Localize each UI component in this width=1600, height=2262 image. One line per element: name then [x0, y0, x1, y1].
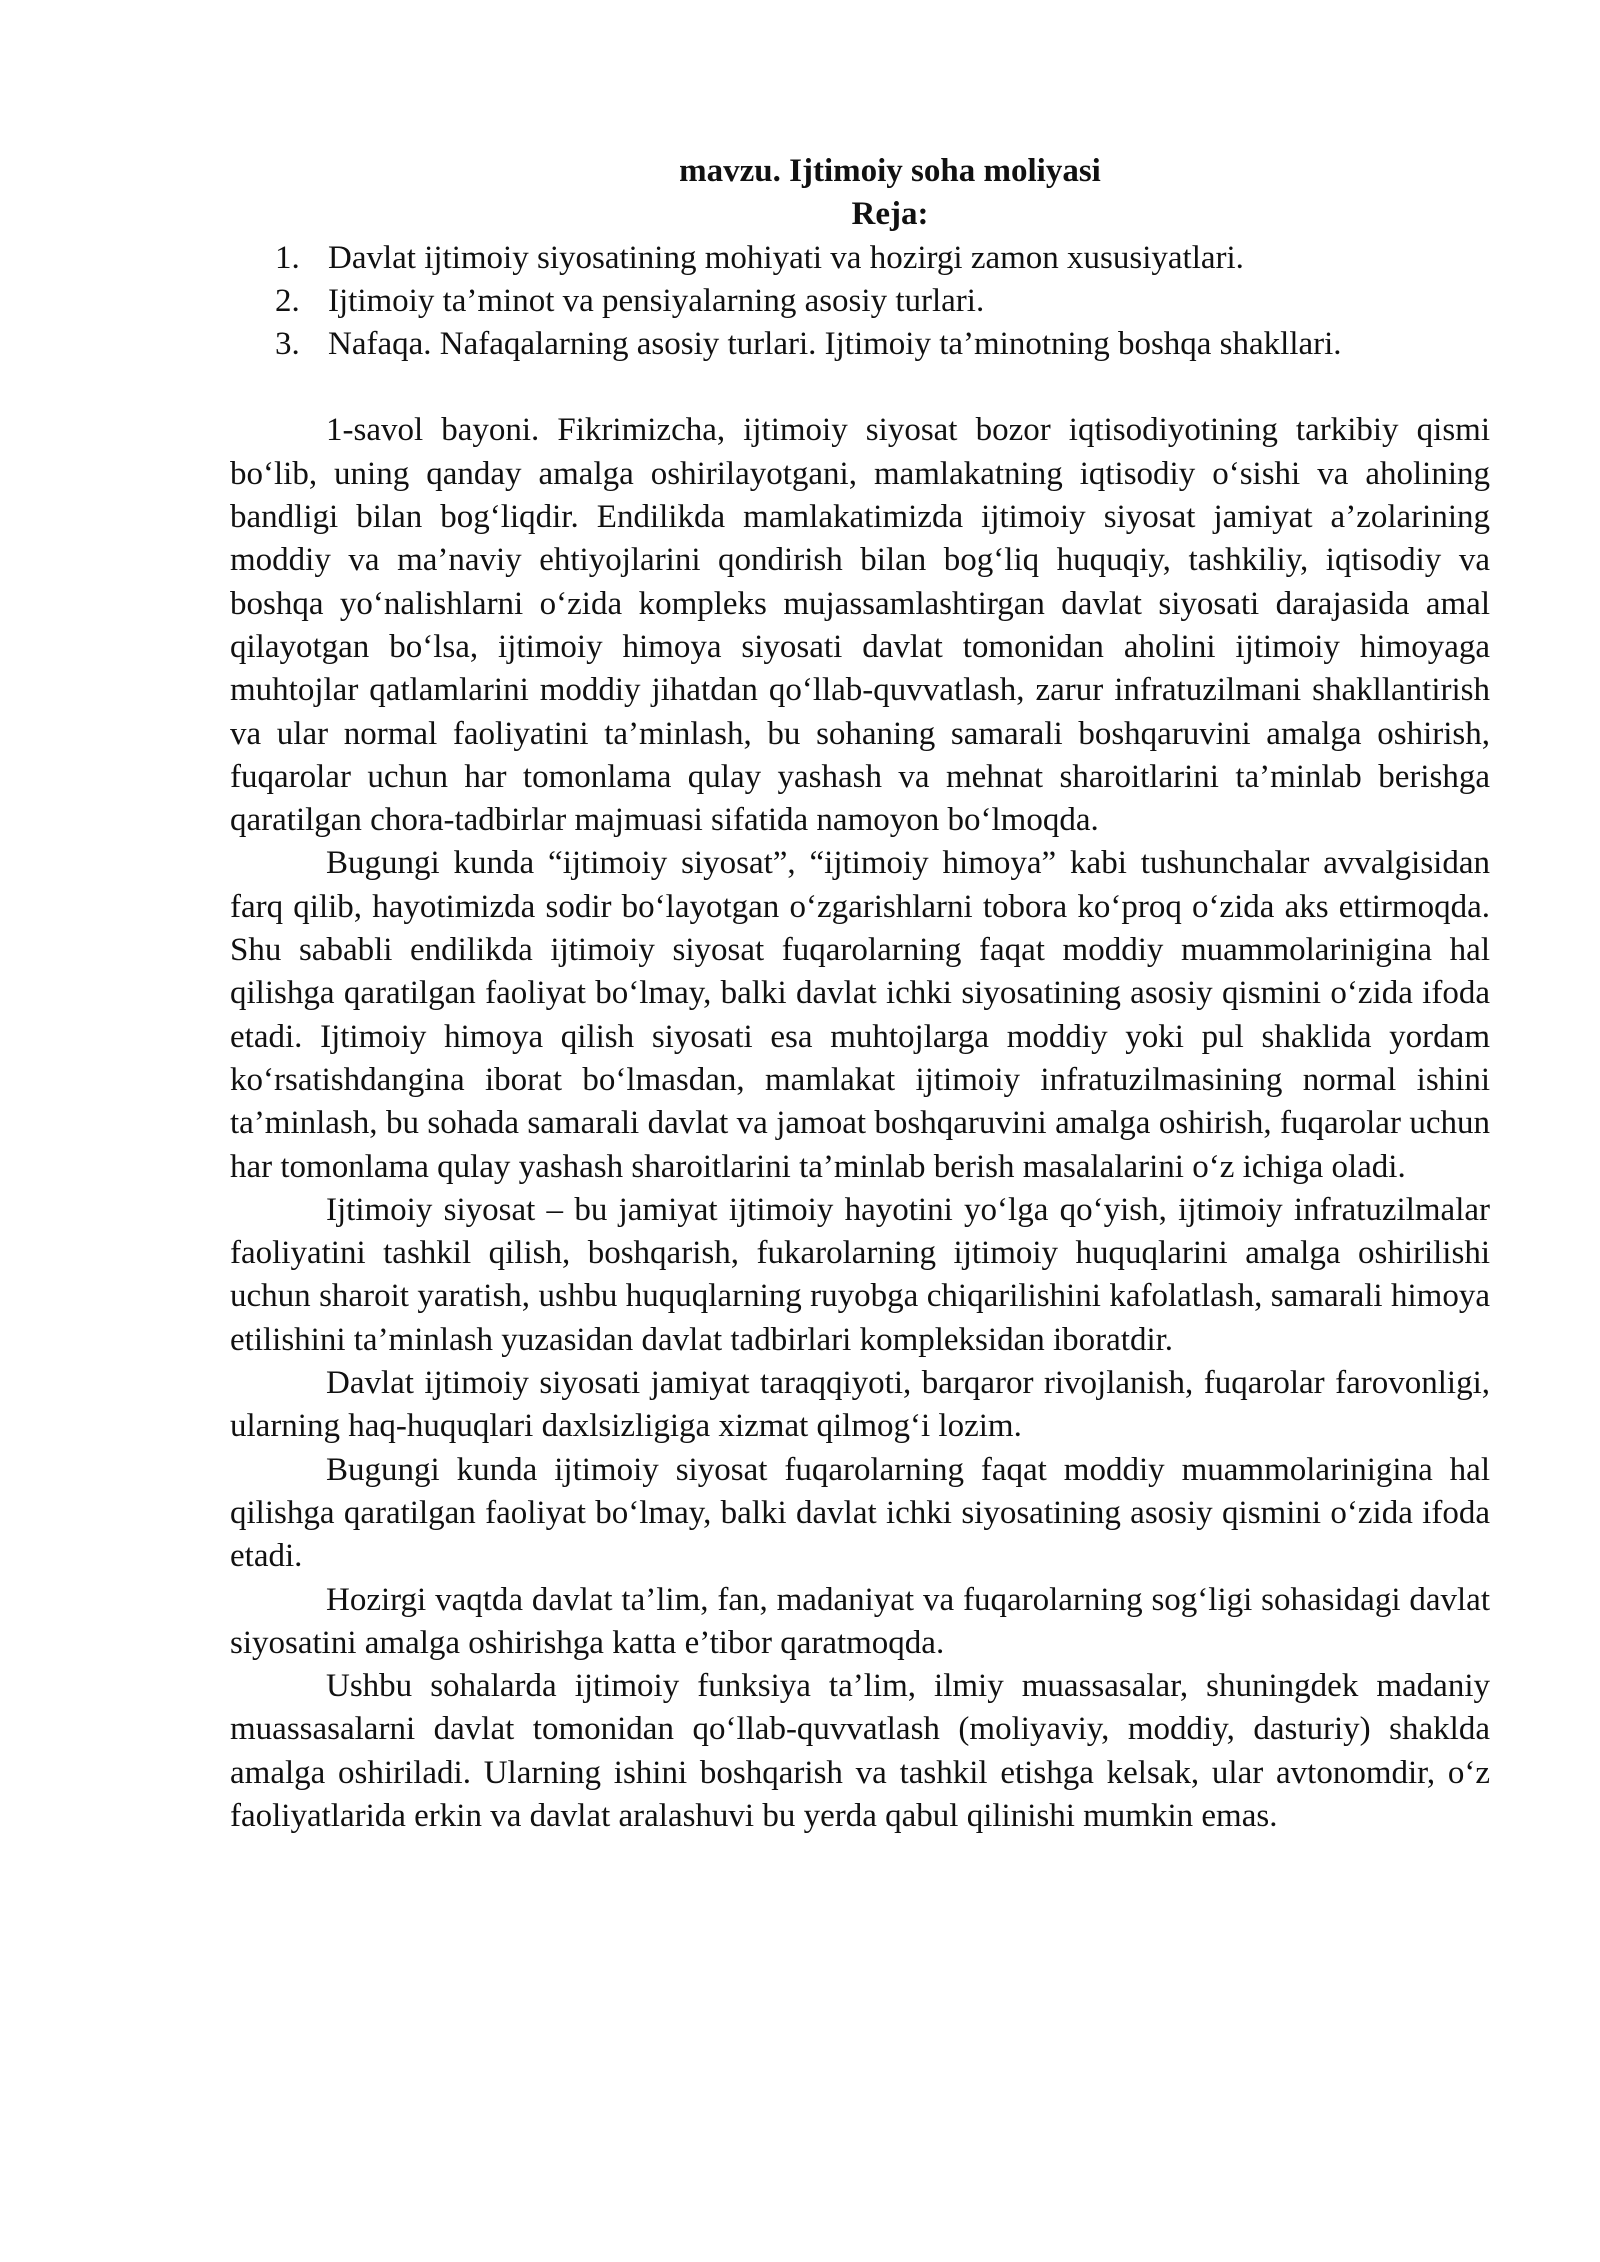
- plan-item-number: 1.: [275, 239, 300, 276]
- plan-item-number: 2.: [275, 282, 300, 319]
- plan-item-text: Ijtimoiy ta’minot va pensiyalarning asosiy turlari.: [328, 282, 985, 319]
- plan-item-text: Davlat ijtimoiy siyosatining mohiyati va hozirgi zamon xususiyatlari.: [328, 239, 1244, 276]
- body-paragraph: Davlat ijtimoiy siyosati jamiyat taraqqiyoti, barqaror rivojlanish, fuqarolar farovonligi, ularning haq-huquqlari daxlsizligiga xizmat qilmog‘i lozim.: [230, 1365, 1490, 1445]
- plan-item-text: Nafaqa. Nafaqalarning asosiy turlari. Ijtimoiy ta’minotning boshqa shakllari.: [328, 326, 1342, 363]
- plan-item: [230, 237, 1490, 280]
- plan-list: [230, 237, 1490, 367]
- document-body: [230, 409, 1490, 1838]
- body-paragraph: Bugungi kunda “ijtimoiy siyosat”, “ijtimoiy himoya” kabi tushunchalar avvalgisidan farq qilib, hayotimizda sodir bo‘layotgan o‘zgarishlarni tobora ko‘proq o‘zida aks ettirmoqda. Shu sababli endilikda ijtimoiy siyosat fuqarolarning faqat moddiy muammolarinigina hal qilishga qaratilgan faoliyat bo‘lmay, balki davlat ichki siyosatining asosiy qismini o‘zida ifoda etadi. Ijtimoiy himoya qilish siyosati esa muhtojlarga moddiy yoki pul shaklida yordam ko‘rsatishdangina iborat bo‘lmasdan, mamlakat ijtimoiy infratuzilmasining normal ishini ta’minlash, bu sohada samarali davlat va jamoat boshqaruvini amalga oshirish, fuqarolar uchun har tomonlama qulay yashash sharoitlarini ta’minlab berish masalalarini o‘z ichiga oladi.: [230, 845, 1490, 1185]
- body-paragraph: Ijtimoiy siyosat – bu jamiyat ijtimoiy hayotini yo‘lga qo‘yish, ijtimoiy infratuzilmalar faoliyatini tashkil qilish, boshqarish, fukarolarning ijtimoiy huquqlarini amalga oshirilishi uchun sharoit yaratish, ushbu huquqlarning ruyobga chiqarilishini kafolatlash, samarali himoya etilishini ta’minlash yuzasidan davlat tadbirlari kompleksidan iboratdir.: [230, 1191, 1490, 1358]
- plan-item-number: 3.: [275, 326, 300, 363]
- document-page: [230, 150, 1490, 1838]
- plan-item: [230, 280, 1490, 323]
- body-paragraph: 1-savol bayoni. Fikrimizcha, ijtimoiy siyosat bozor iqtisodiyotining tarkibiy qismi bo‘lib, uning qanday amalga oshirilayotgani, mamlakatning iqtisodiy o‘sishi va aholining bandligi bilan bog‘liqdir. Endilikda mamlakatimizda ijtimoiy siyosat jamiyat a’zolarining moddiy va ma’naviy ehtiyojlarini qondirish bilan bog‘liq huquqiy, tashkiliy, iqtisodiy va boshqa yo‘nalishlarni o‘zida kompleks mujassamlashtirgan davlat siyosati darajasida amal qilayotgan bo‘lsa, ijtimoiy himoya siyosati davlat tomonidan aholini ijtimoiy himoyaga muhtojlar qatlamlarini moddiy jihatdan qo‘llab-quvvatlash, zarur infratuzilmani shakllantirish va ular normal faoliyatini ta’minlash, bu sohaning samarali boshqaruvini amalga oshirish, fuqarolar uchun har tomonlama qulay yashash va mehnat sharoitlarini ta’minlab berishga qaratilgan chora-tadbirlar majmuasi sifatida namoyon bo‘lmoqda.: [230, 412, 1490, 839]
- body-paragraph: Bugungi kunda ijtimoiy siyosat fuqarolarning faqat moddiy muammolarinigina hal qilishga qaratilgan faoliyat bo‘lmay, balki davlat ichki siyosatining asosiy qismini o‘zida ifoda etadi.: [230, 1451, 1490, 1575]
- plan-heading: Reja:: [851, 196, 929, 233]
- plan-item: [230, 323, 1490, 366]
- document-title: mavzu. Ijtimoiy soha moliyasi: [679, 153, 1101, 189]
- body-paragraph: Ushbu sohalarda ijtimoiy funksiya ta’lim, ilmiy muassasalar, shuningdek madaniy muassasalarni davlat tomonidan qo‘llab-quvvatlash (moliyaviy, moddiy, dasturiy) shaklda amalga oshiriladi. Ularning ishini boshqarish va tashkil etishga kelsak, ular avtonomdir, o‘z faoliyatlarida erkin va davlat aralashuvi bu yerda qabul qilinishi mumkin emas.: [230, 1668, 1490, 1834]
- body-paragraph: Hozirgi vaqtda davlat ta’lim, fan, madaniyat va fuqarolarning sog‘ligi sohasidagi davlat siyosatini amalga oshirishga katta e’tibor qaratmoqda.: [230, 1581, 1490, 1661]
